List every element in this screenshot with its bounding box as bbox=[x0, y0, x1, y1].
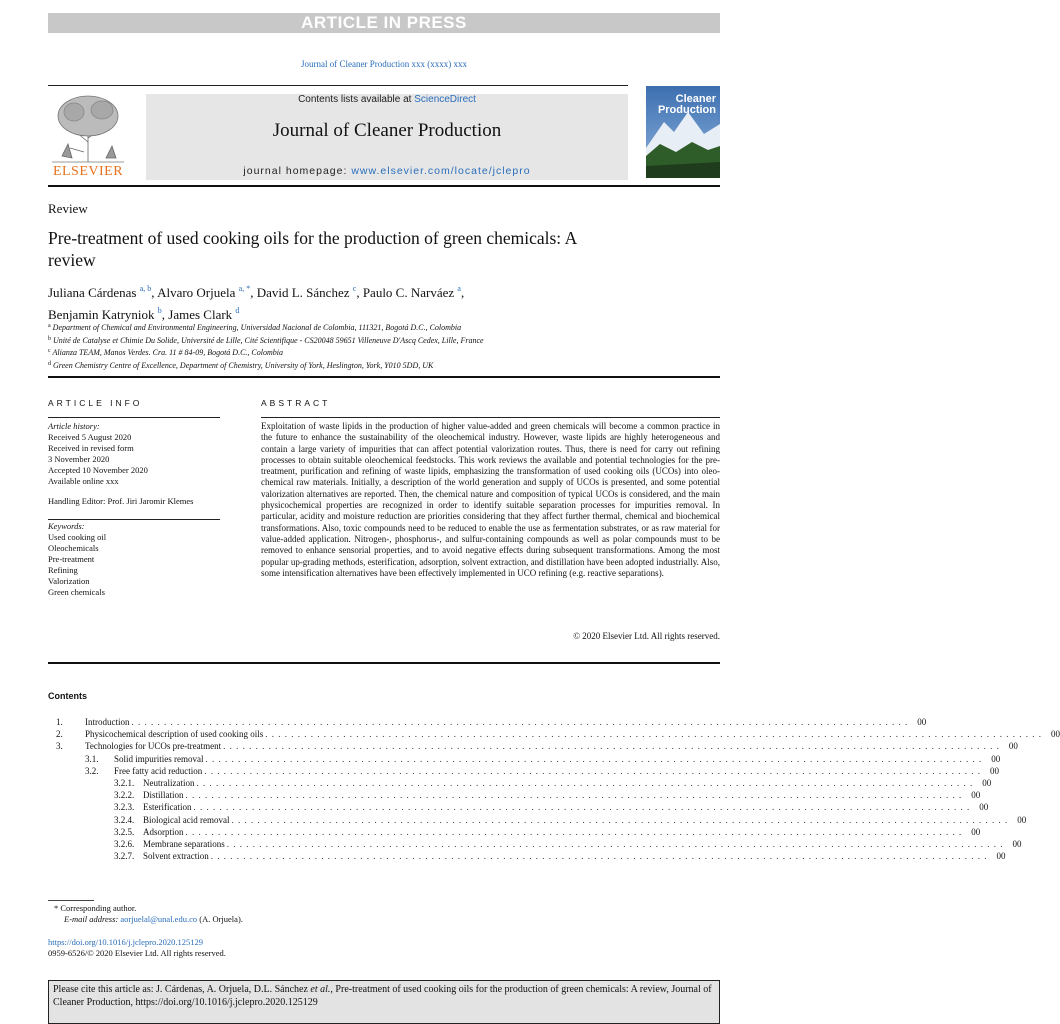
abstract-rule bbox=[261, 417, 720, 418]
toc-label[interactable]: Distillation bbox=[143, 790, 184, 801]
article-title: Pre-treatment of used cooking oils for the production of green chemicals: A review bbox=[48, 228, 577, 270]
author-name[interactable]: David L. Sánchez bbox=[256, 285, 350, 300]
toc-leader-dots: . . . . . . . . . . . . . . . . . . . . . . . . . . . . . . . . . . . . . . . . . . . . . . . . . . . . . . . . . . . . . . . . . . . . . . . . . . . . . . . . . . . . . . . . . . . . . . . . . . . . . . . . . . . . . . . . . . . . . . . . bbox=[231, 814, 1009, 825]
citation-rest: , Pre-treatment of used cooking oils for the production of green chemicals: A review, Journal of Cleaner Production, https://doi.org/10.1016/j.jclepro.2020.125129 bbox=[53, 984, 712, 1008]
author-name[interactable]: Juliana Cárdenas bbox=[48, 285, 137, 300]
toc-entry[interactable] bbox=[48, 777, 992, 789]
citation-prefix: Please cite this article as: J. Cárdenas, A. Orjuela, D.L. Sánchez bbox=[53, 984, 311, 995]
asterisk-mark: * bbox=[54, 903, 61, 913]
toc-page-number: 00 bbox=[996, 851, 1006, 862]
affiliation-label: a bbox=[48, 323, 51, 329]
abstract-copyright: © 2020 Elsevier Ltd. All rights reserved. bbox=[573, 631, 720, 641]
toc-page-number: 00 bbox=[1050, 729, 1060, 740]
toc-entry[interactable] bbox=[48, 716, 927, 728]
history-line: Received 5 August 2020 bbox=[48, 432, 132, 442]
journal-cover-image[interactable] bbox=[646, 86, 720, 178]
toc-number: 2. bbox=[56, 729, 63, 740]
toc-label[interactable]: Free fatty acid reduction bbox=[114, 765, 203, 776]
toc-number: 3.2.1. bbox=[114, 777, 135, 788]
affiliation-label: c bbox=[48, 348, 51, 354]
toc-number: 3. bbox=[56, 741, 63, 752]
toc-leader-dots: . . . . . . . . . . . . . . . . . . . . . . . . . . . . . . . . . . . . . . . . . . . . . . . . . . . . . . . . . . . . . . . . . . . . . . . . . . . . . . . . . . . . . . . . . . . . . . . . . . . . . . . . . . . . . . . . . . . . . . . . bbox=[204, 765, 981, 776]
author-separator: , bbox=[460, 285, 465, 300]
email-suffix: (A. Orjuela). bbox=[197, 914, 243, 924]
toc-number: 3.2.2. bbox=[114, 790, 135, 801]
toc-entry[interactable] bbox=[48, 753, 1001, 765]
toc-page-number: 00 bbox=[1008, 741, 1018, 752]
toc-page-number: 00 bbox=[1012, 838, 1022, 849]
keyword: Green chemicals bbox=[48, 587, 105, 597]
keywords-rule bbox=[48, 519, 220, 520]
toc-entry[interactable] bbox=[48, 814, 1027, 826]
citation-box bbox=[48, 980, 720, 1024]
email-link[interactable]: aorjuelal@unal.edu.co bbox=[120, 914, 198, 924]
cover-title-line-1: Cleaner bbox=[675, 93, 716, 105]
toc-entry[interactable] bbox=[48, 838, 1022, 850]
author-affil-link[interactable]: d bbox=[235, 306, 240, 315]
toc-leader-dots: . . . . . . . . . . . . . . . . . . . . . . . . . . . . . . . . . . . . . . . . . . . . . . . . . . . . . . . . . . . . . . . . . . . . . . . . . . . . . . . . . . . . . . . . . . . . . . . . . . . . . . . . . . . . . . . . . . . . . . . . bbox=[210, 851, 988, 862]
toc-label[interactable]: Introduction bbox=[85, 717, 130, 727]
author-separator: , bbox=[356, 285, 363, 300]
affiliations bbox=[48, 321, 648, 371]
toc-page-number: 00 bbox=[989, 765, 999, 776]
author-name[interactable]: James Clark bbox=[168, 307, 233, 322]
toc-label[interactable]: Biological acid removal bbox=[143, 814, 230, 825]
contents-heading: Contents bbox=[48, 691, 87, 701]
affiliation bbox=[48, 346, 648, 359]
history-line: Received in revised form bbox=[48, 443, 134, 453]
article-info-rule bbox=[48, 417, 220, 418]
title-block-rule bbox=[48, 376, 720, 378]
toc-entry[interactable] bbox=[48, 728, 1060, 740]
journal-homepage-link[interactable]: www.elsevier.com/locate/jclepro bbox=[351, 165, 531, 177]
keywords-block bbox=[48, 521, 220, 598]
toc-number: 3.2.7. bbox=[114, 851, 135, 862]
doi-link[interactable]: https://doi.org/10.1016/j.jclepro.2020.125129 bbox=[48, 937, 203, 947]
author-affil-link[interactable]: a, * bbox=[238, 284, 251, 293]
toc-entry[interactable] bbox=[48, 740, 1018, 752]
author-affil-link[interactable]: a bbox=[457, 284, 461, 293]
keywords-label: Keywords: bbox=[48, 521, 85, 531]
toc-label[interactable]: Adsorption bbox=[143, 826, 184, 837]
cover-title bbox=[658, 94, 716, 116]
journal-reference-link[interactable]: Journal of Cleaner Production xxx (xxxx) xxx bbox=[301, 59, 467, 69]
author-affil-link[interactable]: b bbox=[157, 306, 162, 315]
history-line: Available online xxx bbox=[48, 476, 119, 486]
keyword: Valorization bbox=[48, 576, 90, 586]
keyword: Refining bbox=[48, 565, 78, 575]
toc-label[interactable]: Neutralization bbox=[143, 777, 195, 788]
toc-number: 3.1. bbox=[85, 753, 99, 764]
article-in-press-banner: ARTICLE IN PRESS bbox=[48, 13, 720, 33]
toc-leader-dots: . . . . . . . . . . . . . . . . . . . . . . . . . . . . . . . . . . . . . . . . . . . . . . . . . . . . . . . . . . . . . . . . . . . . . . . . . . . . . . . . . . . . . . . . . . . . . . . . . . . . . . . . . . . . . . . . . . . . . . . . bbox=[196, 777, 974, 788]
toc-page-number: 00 bbox=[917, 717, 927, 727]
handling-editor: Handling Editor: Prof. Jiri Jaromir Klemes bbox=[48, 496, 194, 506]
toc-leader-dots: . . . . . . . . . . . . . . . . . . . . . . . . . . . . . . . . . . . . . . . . . . . . . . . . . . . . . . . . . . . . . . . . . . . . . . . . . . . . . . . . . . . . . . . . . . . . . . . . . . . . . . . . . . . . . . . . . . . . . . . . bbox=[193, 802, 971, 813]
toc-page-number: 00 bbox=[991, 753, 1001, 764]
author-name[interactable]: Paulo C. Narváez bbox=[362, 285, 455, 300]
toc-leader-dots: . . . . . . . . . . . . . . . . . . . . . . . . . . . . . . . . . . . . . . . . . . . . . . . . . . . . . . . . . . . . . . . . . . . . . . . . . . . . . . . . . . . . . . . . . . . . . . . . . . . . . . . . . . . . . . . . . . . . . . . . bbox=[131, 717, 909, 727]
table-of-contents bbox=[48, 716, 1060, 862]
elsevier-tree-icon bbox=[48, 92, 128, 164]
author-affil-link[interactable]: c bbox=[352, 284, 357, 293]
journal-header bbox=[146, 94, 628, 180]
toc-entry[interactable] bbox=[48, 826, 981, 838]
article-info-heading: ARTICLE INFO bbox=[48, 398, 143, 408]
toc-entry[interactable] bbox=[48, 789, 981, 801]
toc-entry[interactable] bbox=[48, 765, 999, 777]
email-label: E-mail address: bbox=[64, 914, 119, 924]
affiliation bbox=[48, 334, 648, 347]
toc-label[interactable]: Physicochemical description of used cooking oils bbox=[85, 729, 264, 740]
citation-etal: et al. bbox=[310, 984, 331, 995]
toc-label[interactable]: Solid impurities removal bbox=[114, 753, 204, 764]
cover-title-line-2: Production bbox=[657, 104, 716, 116]
toc-entry[interactable] bbox=[48, 850, 1006, 862]
abstract-bottom-rule bbox=[48, 662, 720, 664]
toc-page-number: 00 bbox=[979, 802, 989, 813]
doi-block bbox=[48, 937, 226, 959]
header-bottom-rule bbox=[48, 185, 720, 187]
journal-title: Journal of Cleaner Production bbox=[272, 120, 502, 141]
author-separator: , bbox=[250, 285, 257, 300]
affiliation-label: b bbox=[48, 335, 51, 342]
toc-number: 3.2.4. bbox=[114, 814, 135, 825]
corresponding-author-label: Corresponding author. bbox=[60, 903, 137, 913]
author-name[interactable]: Benjamin Katryniok bbox=[48, 307, 155, 322]
article-type: Review bbox=[48, 201, 88, 216]
affiliation bbox=[48, 321, 648, 334]
toc-leader-dots: . . . . . . . . . . . . . . . . . . . . . . . . . . . . . . . . . . . . . . . . . . . . . . . . . . . . . . . . . . . . . . . . . . . . . . . . . . . . . . . . . . . . . . . . . . . . . . . . . . . . . . . . . . . . . . . . . . . . . . . . bbox=[265, 729, 1042, 740]
affiliation-label: d bbox=[48, 360, 51, 367]
toc-leader-dots: . . . . . . . . . . . . . . . . . . . . . . . . . . . . . . . . . . . . . . . . . . . . . . . . . . . . . . . . . . . . . . . . . . . . . . . . . . . . . . . . . . . . . . . . . . . . . . . . . . . . . . . . . . . . . . . . . . . . . . . . bbox=[226, 838, 1004, 849]
homepage-prefix: journal homepage: bbox=[243, 165, 352, 177]
contents-available-prefix: Contents lists available at bbox=[298, 94, 415, 105]
toc-label[interactable]: Membrane separations bbox=[143, 838, 225, 849]
author-affil-link[interactable]: a, b bbox=[139, 284, 152, 293]
toc-label[interactable]: Solvent extraction bbox=[143, 851, 209, 862]
keyword: Oleochemicals bbox=[48, 543, 99, 553]
toc-page-number: 00 bbox=[971, 826, 981, 837]
affiliation bbox=[48, 359, 648, 372]
header-top-rule bbox=[48, 85, 628, 86]
affiliation-text: Department of Chemical and Environmental Engineering, Universidad Nacional de Colombia, 111321, Bogotá D.C., Colombia bbox=[52, 323, 462, 332]
elsevier-logo[interactable] bbox=[48, 92, 128, 180]
affiliation-text: Green Chemistry Centre of Excellence, Department of Chemistry, University of York, Heslington, York, Y010 5DD, UK bbox=[53, 360, 434, 370]
issn-line: 0959-6526/© 2020 Elsevier Ltd. All rights reserved. bbox=[48, 948, 226, 958]
abstract-text: Exploitation of waste lipids in the production of higher value-added and green chemicals will become a common practice in the future to enhance the sustainability of the oleochemical industry. However, waste lipids are highly heterogeneous and contain a large variety of impurities that can affect potential valorization routes. Thus, there is need for carry out refining processes to obtain suitable oleochemical feedstocks. This work reviews the available and potential technologies for the pre-treatment, purification and refining of waste lipids, emphasizing the transformation of used cooking oils (UCOs) into oleo-chemical raw materials. Initially, a description of the world generation and supply of UCOs is presented, and some potential valorization alternatives are reported. Then, the chemical nature and composition of typical UCOs is considered, and the main physicochemical properties are recognized in order to identify suitable separation processes for impurities removal. In particular, acidity and moisture reduction are priorities considering that they affect further thermal, chemical and biochemical transformations. Also, toxic compounds need to be reduced to enable the use as fermentation substrates, or as raw material for value-added application. Nitrogen-, phosphorus-, and sulfur-containing compounds as well as polar compounds must to be removed to enhance sensorial properties, and to avoid negative effects during subsequent transformations. Among the most popular up-grading methods, esterification, adsorption, solvent extraction, and distillation have been adopted industrially. Also, some intensification alternatives have been effectively implemented in UCO refining (e.g. reactive separations). bbox=[261, 421, 720, 578]
toc-number: 3.2.6. bbox=[114, 838, 135, 849]
keyword: Pre-treatment bbox=[48, 554, 95, 564]
corresponding-author-footnote bbox=[54, 903, 243, 925]
keyword: Used cooking oil bbox=[48, 532, 107, 542]
toc-page-number: 00 bbox=[1017, 814, 1027, 825]
toc-number: 3.2.5. bbox=[114, 826, 135, 837]
author-list bbox=[48, 280, 608, 324]
history-line: 3 November 2020 bbox=[48, 454, 110, 464]
abstract-heading: ABSTRACT bbox=[261, 398, 331, 408]
toc-page-number: 00 bbox=[971, 790, 981, 801]
author-name[interactable]: Alvaro Orjuela bbox=[157, 285, 236, 300]
affiliation-text: Unité de Catalyse et Chimie Du Solide, Université de Lille, Cité Scientifique - CS20048 59651 Villeneuve D'Ascq Cedex, Lille, France bbox=[53, 335, 484, 345]
author-separator: , bbox=[161, 307, 169, 322]
article-history bbox=[48, 421, 220, 487]
toc-label[interactable]: Esterification bbox=[143, 802, 192, 813]
history-line: Accepted 10 November 2020 bbox=[48, 465, 148, 475]
footnote-rule bbox=[48, 900, 94, 901]
toc-number: 1. bbox=[56, 717, 63, 727]
toc-leader-dots: . . . . . . . . . . . . . . . . . . . . . . . . . . . . . . . . . . . . . . . . . . . . . . . . . . . . . . . . . . . . . . . . . . . . . . . . . . . . . . . . . . . . . . . . . . . . . . . . . . . . . . . . . . . . . . . . . . . . . . . . bbox=[223, 741, 1000, 752]
sciencedirect-link[interactable]: ScienceDirect bbox=[414, 94, 476, 105]
toc-page-number: 00 bbox=[982, 777, 992, 788]
affiliation-text: Alianza TEAM, Manos Verdes. Cra. 11 # 84-09, Bogotá D.C., Colombia bbox=[52, 348, 283, 357]
toc-leader-dots: . . . . . . . . . . . . . . . . . . . . . . . . . . . . . . . . . . . . . . . . . . . . . . . . . . . . . . . . . . . . . . . . . . . . . . . . . . . . . . . . . . . . . . . . . . . . . . . . . . . . . . . . . . . . . . . . . . . . . . . . bbox=[185, 790, 963, 801]
toc-number: 3.2. bbox=[85, 765, 99, 776]
toc-label[interactable]: Technologies for UCOs pre-treatment bbox=[85, 741, 222, 752]
contents-available-line bbox=[146, 94, 628, 105]
toc-leader-dots: . . . . . . . . . . . . . . . . . . . . . . . . . . . . . . . . . . . . . . . . . . . . . . . . . . . . . . . . . . . . . . . . . . . . . . . . . . . . . . . . . . . . . . . . . . . . . . . . . . . . . . . . . . . . . . . . . . . . . . . . bbox=[185, 826, 963, 837]
article-history-label: Article history: bbox=[48, 421, 100, 431]
author-separator: , bbox=[151, 285, 158, 300]
toc-leader-dots: . . . . . . . . . . . . . . . . . . . . . . . . . . . . . . . . . . . . . . . . . . . . . . . . . . . . . . . . . . . . . . . . . . . . . . . . . . . . . . . . . . . . . . . . . . . . . . . . . . . . . . . . . . . . . . . . . . . . . . . . bbox=[205, 753, 983, 764]
elsevier-wordmark: ELSEVIER bbox=[52, 164, 124, 179]
toc-number: 3.2.3. bbox=[114, 802, 135, 813]
toc-entry[interactable] bbox=[48, 801, 989, 813]
journal-homepage-line bbox=[146, 165, 628, 177]
